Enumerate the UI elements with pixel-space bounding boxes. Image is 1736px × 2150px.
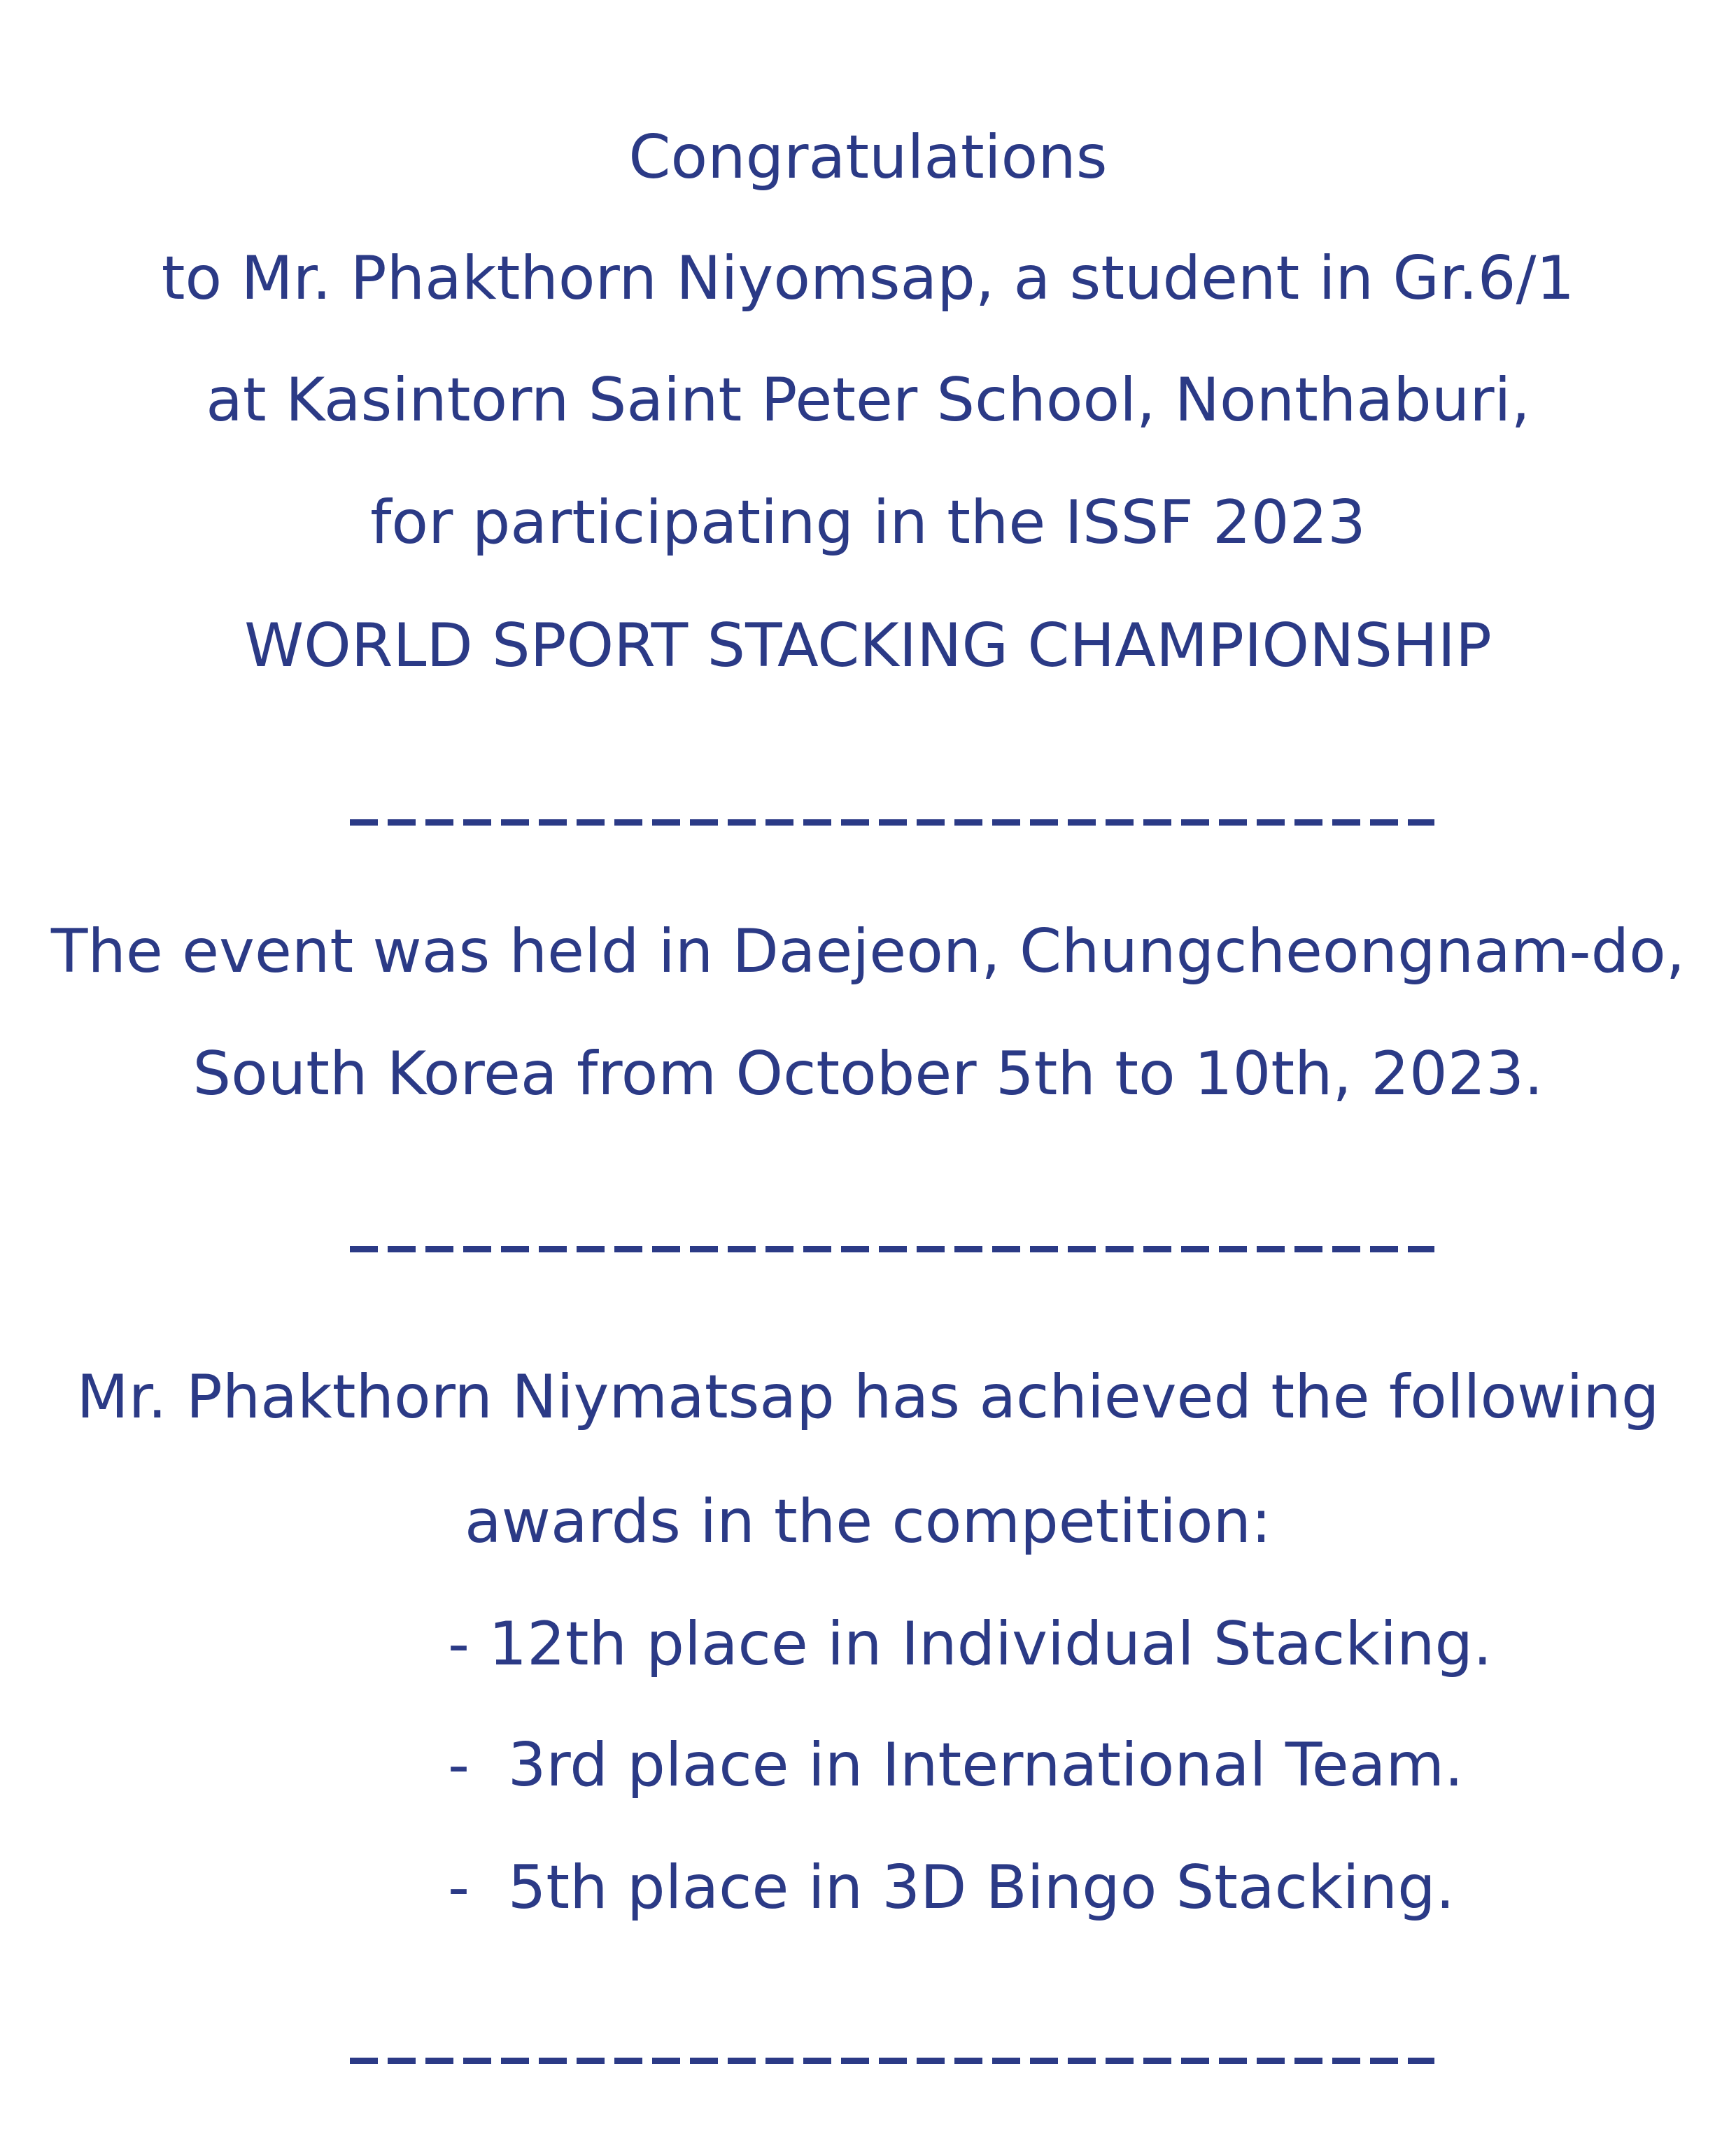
page-title: Congratulations: [628, 122, 1108, 192]
championship-line: WORLD SPORT STACKING CHAMPIONSHIP: [244, 611, 1492, 681]
event-date-line: South Korea from October 5th to 10th, 2023.: [192, 1039, 1544, 1109]
school-line: at Kasintorn Saint Peter School, Nonthaburi,: [206, 365, 1530, 435]
divider-1: [350, 763, 1434, 826]
award-item-3d-bingo: - 5th place in 3D Bingo Stacking.: [448, 1853, 1455, 1923]
divider-2: [350, 1189, 1434, 1252]
awards-intro-line: Mr. Phakthorn Niymatsap has achieved the following: [76, 1362, 1660, 1432]
awards-intro-line-2: awards in the competition:: [464, 1487, 1272, 1557]
recipient-line: to Mr. Phakthorn Niyomsap, a student in Gr.6/1: [161, 243, 1575, 313]
divider-3: [350, 2001, 1434, 2064]
event-location-line: The event was held in Daejeon, Chungcheongnam-do,: [50, 917, 1686, 986]
participation-line: for participating in the ISSF 2023: [370, 488, 1366, 558]
award-item-individual: - 12th place in Individual Stacking.: [448, 1609, 1492, 1679]
award-item-international-team: - 3rd place in International Team.: [448, 1730, 1464, 1800]
